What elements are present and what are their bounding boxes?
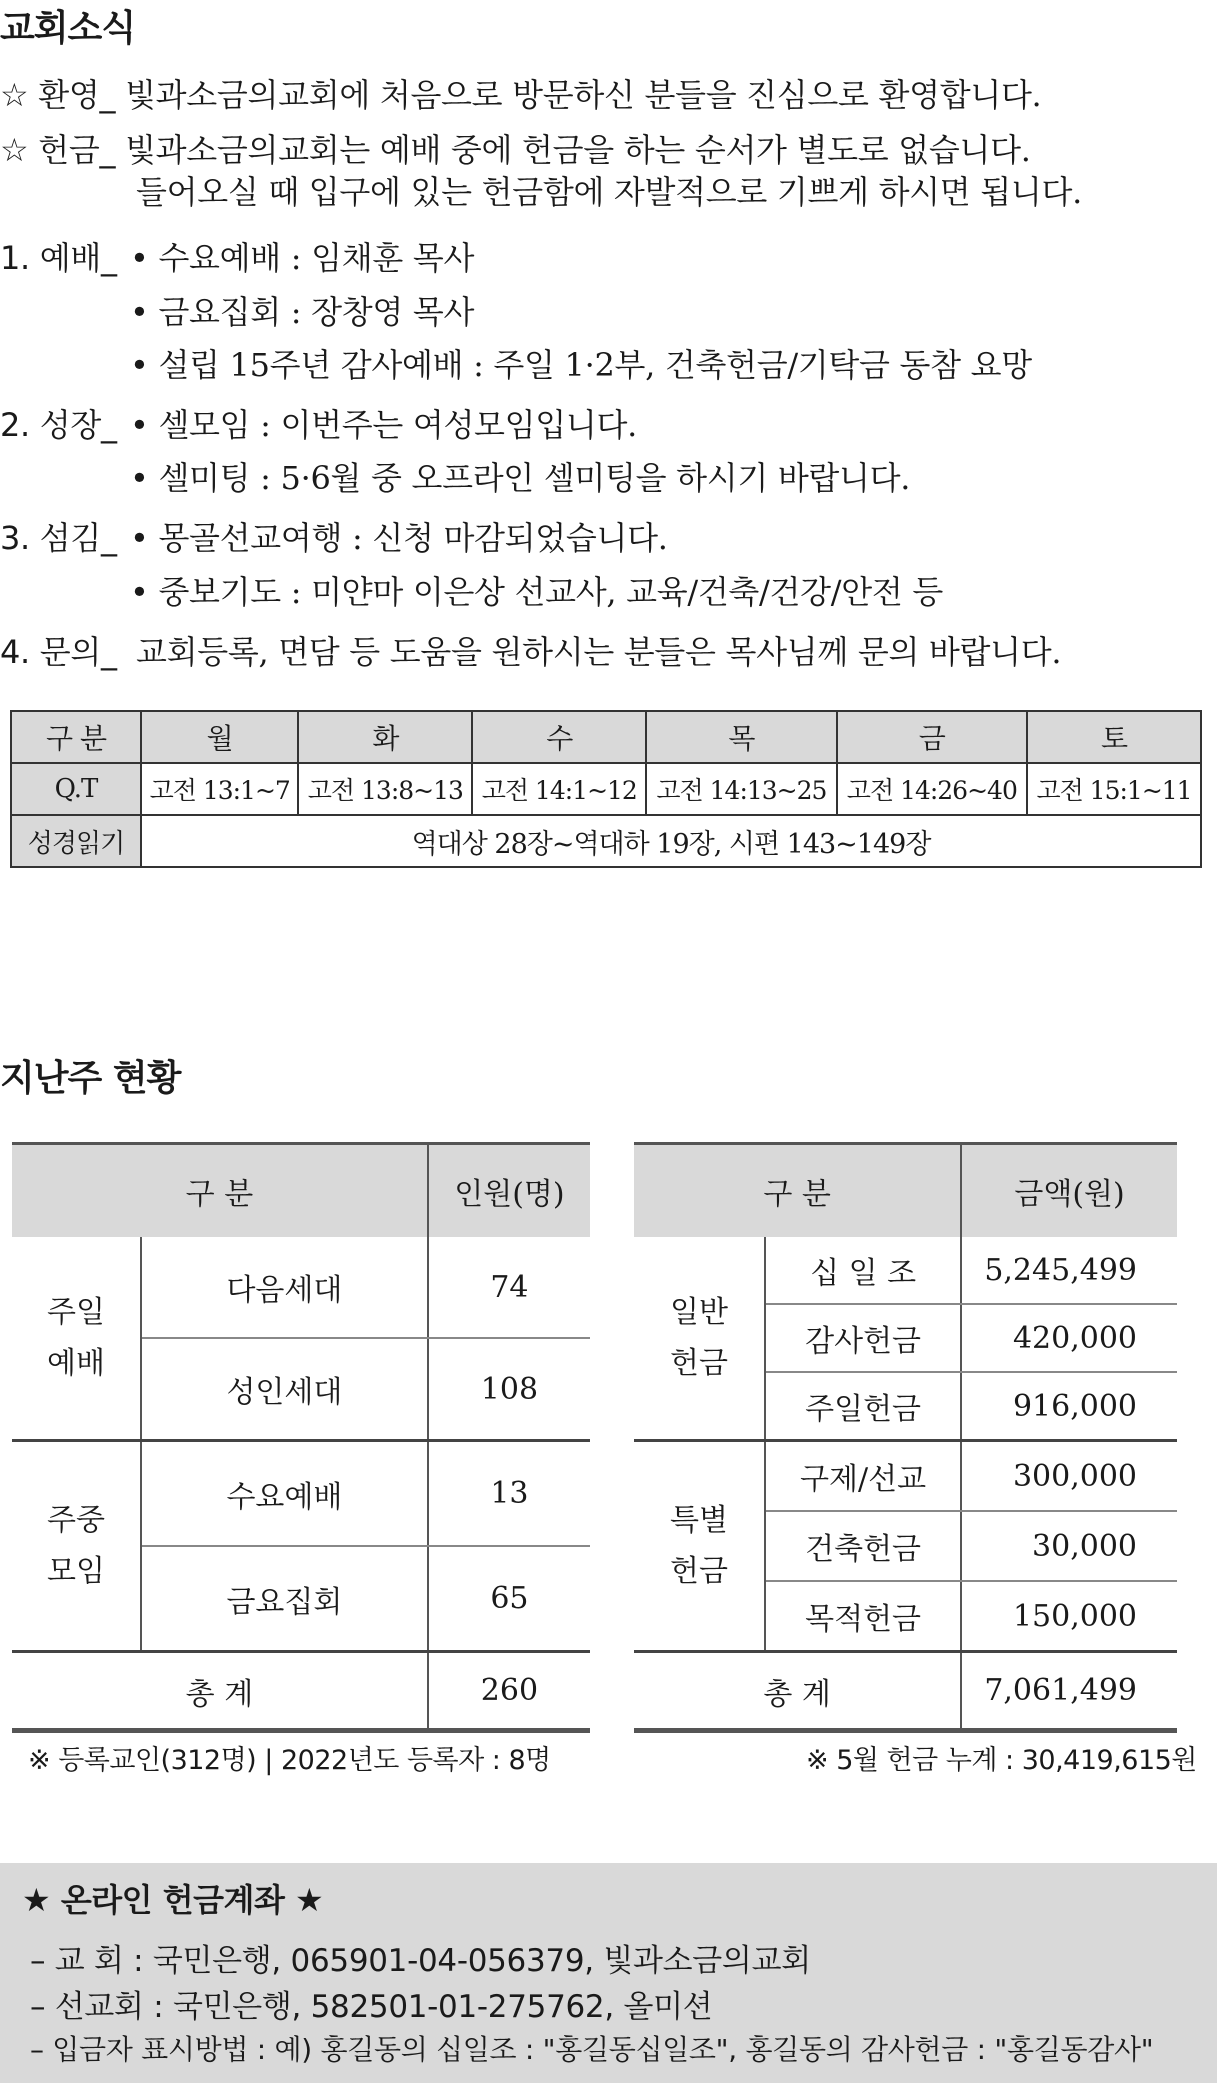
offering-row-value: 150,000 — [961, 1581, 1177, 1652]
offering-note: ※ 5월 헌금 누계 : 30,419,615원 — [806, 1745, 1197, 1776]
offering-row-label: 주일헌금 — [765, 1372, 961, 1441]
item-inquiry-line-1: 교회등록, 면담 등 도움을 원하시는 분들은 목사님께 문의 바랍니다. — [136, 633, 1062, 671]
qt-header-row — [11, 711, 1201, 763]
item-label-growth: 2. 성장_ — [0, 406, 117, 444]
qt-table — [10, 710, 1202, 868]
item-growth-line-1: • 셀모임 : 이번주는 여성모임입니다. — [130, 406, 637, 444]
group-name: 일반 — [670, 1295, 728, 1330]
group-name: 주일 — [47, 1295, 105, 1330]
attendance-row-value: 65 — [428, 1546, 590, 1652]
reading-row-label: 성경읽기 — [11, 815, 141, 867]
offering-line — [0, 125, 1031, 171]
attendance-group-weekday — [12, 1441, 141, 1652]
table-row — [12, 1237, 590, 1338]
qt-cell: 고전 14:26~40 — [837, 763, 1027, 815]
item-worship-line-3: • 설립 15주년 감사예배 : 주일 1·2부, 건축헌금/기탁금 동참 요망 — [130, 346, 1032, 384]
online-offering-box — [0, 1863, 1217, 2083]
item-label-inquiry: 4. 문의_ — [0, 633, 117, 671]
group-name: 주중 — [47, 1503, 105, 1538]
item-worship-line-2: • 금요집회 : 장창영 목사 — [130, 293, 475, 331]
group-name: 모임 — [47, 1554, 105, 1589]
online-line-church: – 교 회 : 국민은행, 065901-04-056379, 빛과소금의교회 — [30, 1943, 811, 1979]
online-line-depositor: – 입금자 표시방법 : 예) 홍길동의 십일조 : "홍길동십일조", 홍길동의 감사헌금 : "홍길동감사" — [30, 2033, 1154, 2066]
offering-row-label: 십 일 조 — [765, 1237, 961, 1304]
offering-row-label: 감사헌금 — [765, 1304, 961, 1372]
offering-row-value: 5,245,499 — [961, 1237, 1177, 1304]
qt-row — [11, 763, 1201, 815]
group-name: 특별 — [670, 1503, 728, 1538]
attendance-head-value: 인원(명) — [428, 1144, 590, 1238]
attendance-total-value: 260 — [428, 1652, 590, 1731]
offering-head-category: 구 분 — [634, 1144, 961, 1238]
attendance-total-label: 총 계 — [12, 1652, 428, 1731]
attendance-note: ※ 등록교인(312명) | 2022년도 등록자 : 8명 — [28, 1745, 551, 1776]
qt-cell: 고전 14:1~12 — [472, 763, 646, 815]
offering-total-label: 총 계 — [634, 1652, 961, 1731]
offering-total-row — [634, 1652, 1177, 1731]
reading-cell: 역대상 28장~역대하 19장, 시편 143~149장 — [141, 815, 1201, 867]
qt-day-sat: 토 — [1027, 711, 1201, 763]
qt-cell: 고전 15:1~11 — [1027, 763, 1201, 815]
news-title: 교회소식 — [0, 8, 136, 49]
offering-row-label: 구제/선교 — [765, 1441, 961, 1512]
qt-day-mon: 월 — [141, 711, 298, 763]
attendance-row-label: 다음세대 — [141, 1237, 428, 1338]
item-growth-line-2: • 셀미팅 : 5·6월 중 오프라인 셀미팅을 하시기 바랍니다. — [130, 459, 911, 497]
reading-row — [11, 815, 1201, 867]
offering-row-label: 건축헌금 — [765, 1511, 961, 1581]
qt-day-thu: 목 — [646, 711, 836, 763]
item-service-line-1: • 몽골선교여행 : 신청 마감되었습니다. — [130, 519, 668, 557]
welcome-line — [0, 70, 1041, 116]
attendance-row-value: 13 — [428, 1441, 590, 1547]
attendance-header-row — [12, 1144, 590, 1238]
item-label-worship: 1. 예배_ — [0, 239, 117, 277]
offering-group-special — [634, 1441, 765, 1652]
offering-row-label: 목적헌금 — [765, 1581, 961, 1652]
offering-text-1: 빛과소금의교회는 예배 중에 헌금을 하는 순서가 별도로 없습니다. — [125, 131, 1031, 169]
qt-day-tue: 화 — [298, 711, 472, 763]
attendance-head-category: 구 분 — [12, 1144, 428, 1238]
online-title: ★ 온라인 헌금계좌 ★ — [22, 1881, 324, 1919]
offering-total-value: 7,061,499 — [961, 1652, 1177, 1731]
group-name: 헌금 — [670, 1554, 728, 1589]
welcome-label: ☆ 환영_ — [0, 76, 116, 114]
welcome-text: 빛과소금의교회에 처음으로 방문하신 분들을 진심으로 환영합니다. — [125, 76, 1042, 114]
offering-row-value: 300,000 — [961, 1441, 1177, 1512]
stats-title: 지난주 현황 — [0, 1058, 181, 1099]
qt-corner: 구 분 — [11, 711, 141, 763]
attendance-group-sunday — [12, 1237, 141, 1441]
table-row — [634, 1237, 1177, 1304]
table-row — [12, 1441, 590, 1547]
qt-day-fri: 금 — [837, 711, 1027, 763]
offering-row-value: 916,000 — [961, 1372, 1177, 1441]
attendance-row-value: 74 — [428, 1237, 590, 1338]
attendance-row-value: 108 — [428, 1338, 590, 1441]
qt-cell: 고전 13:8~13 — [298, 763, 472, 815]
offering-row-value: 30,000 — [961, 1511, 1177, 1581]
online-line-mission: – 선교회 : 국민은행, 582501-01-275762, 올미션 — [30, 1989, 713, 2025]
item-worship-line-1: • 수요예배 : 임채훈 목사 — [130, 239, 475, 277]
offering-label: ☆ 헌금_ — [0, 131, 116, 169]
group-name: 헌금 — [670, 1346, 728, 1381]
qt-cell: 고전 13:1~7 — [141, 763, 298, 815]
offering-group-general — [634, 1237, 765, 1441]
item-label-service: 3. 섬김_ — [0, 519, 117, 557]
attendance-total-row — [12, 1652, 590, 1731]
qt-row-label: Q.T — [11, 763, 141, 815]
table-row — [634, 1441, 1177, 1512]
qt-day-wed: 수 — [472, 711, 646, 763]
attendance-table — [12, 1142, 590, 1733]
offering-header-row — [634, 1144, 1177, 1238]
qt-cell: 고전 14:13~25 — [646, 763, 836, 815]
attendance-row-label: 수요예배 — [141, 1441, 428, 1547]
offering-row-value: 420,000 — [961, 1304, 1177, 1372]
group-name: 예배 — [47, 1346, 105, 1381]
offering-text-2: 들어오실 때 입구에 있는 헌금함에 자발적으로 기쁘게 하시면 됩니다. — [136, 173, 1082, 211]
item-service-line-2: • 중보기도 : 미얀마 이은상 선교사, 교육/건축/건강/안전 등 — [130, 573, 943, 611]
attendance-row-label: 금요집회 — [141, 1546, 428, 1652]
attendance-row-label: 성인세대 — [141, 1338, 428, 1441]
offering-table — [634, 1142, 1177, 1733]
offering-head-value: 금액(원) — [961, 1144, 1177, 1238]
